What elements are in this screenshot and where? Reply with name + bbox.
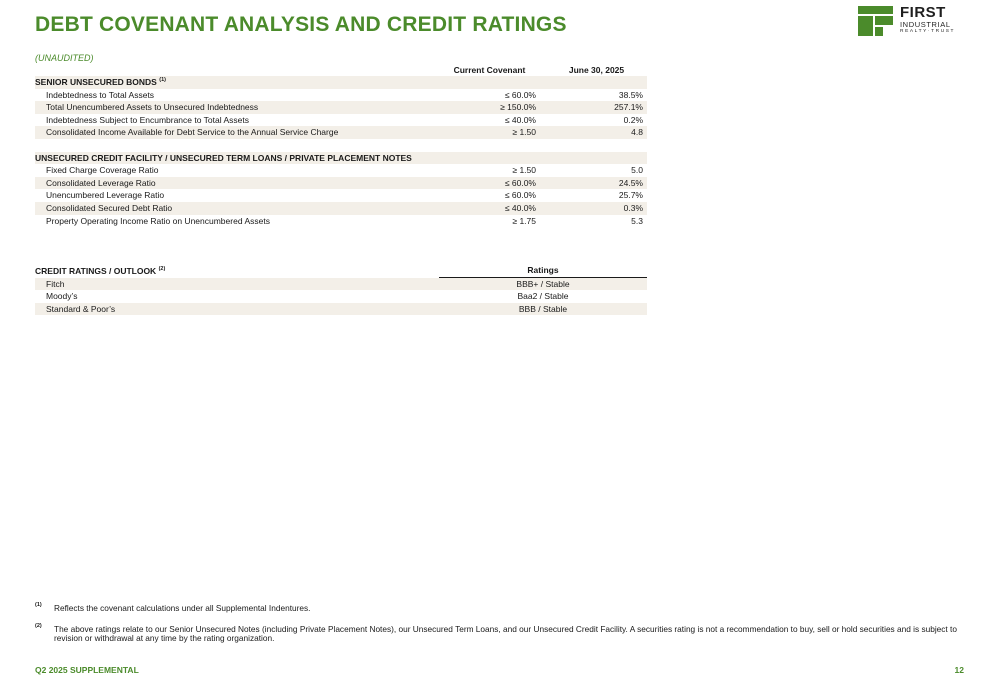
col-current-covenant: Current Covenant bbox=[439, 65, 540, 77]
agency-rating: Baa2 / Stable bbox=[517, 291, 569, 302]
table-row bbox=[35, 114, 647, 127]
table-row bbox=[35, 278, 647, 291]
page-subtitle: (UNAUDITED) bbox=[35, 53, 94, 63]
agency-rating: BBB / Stable bbox=[518, 303, 568, 314]
row-value: 4.8 bbox=[631, 127, 643, 138]
table-row bbox=[35, 202, 647, 215]
row-covenant: ≥ 1.50 bbox=[512, 165, 536, 176]
logo-word-realty-trust: REALTY·TRUST bbox=[900, 29, 956, 34]
row-value: 257.1% bbox=[614, 102, 643, 113]
row-label: Property Operating Income Ratio on Unencumbered Assets bbox=[46, 215, 270, 226]
logo-word-first: FIRST bbox=[900, 4, 946, 21]
row-label: Indebtedness Subject to Encumbrance to Total Assets bbox=[46, 114, 250, 125]
row-value: 38.5% bbox=[618, 89, 643, 100]
row-value: 5.0 bbox=[631, 165, 643, 176]
section-unsecured-credit-facility bbox=[35, 152, 647, 165]
section-senior-unsecured-bonds bbox=[35, 76, 647, 89]
agency-rating: BBB+ / Stable bbox=[516, 278, 570, 289]
row-value: 0.2% bbox=[623, 114, 643, 125]
table-row bbox=[35, 164, 647, 177]
table-row bbox=[35, 189, 647, 202]
row-label: Consolidated Leverage Ratio bbox=[46, 177, 156, 188]
ratings-section-label: CREDIT RATINGS / OUTLOOK bbox=[35, 266, 157, 276]
footnote-marker: (2) bbox=[35, 622, 42, 629]
table-row bbox=[35, 177, 647, 190]
row-covenant: ≥ 1.75 bbox=[512, 215, 536, 226]
table-row bbox=[35, 303, 647, 316]
covenant-table bbox=[35, 65, 647, 227]
row-covenant: ≤ 60.0% bbox=[504, 177, 536, 188]
table-row bbox=[35, 215, 647, 228]
logo-mark-icon bbox=[858, 6, 893, 36]
agency-name: Fitch bbox=[46, 278, 65, 289]
row-covenant: ≥ 150.0% bbox=[500, 102, 536, 113]
section-label: UNSECURED CREDIT FACILITY / UNSECURED TERM LOANS / PRIVATE PLACEMENT NOTES bbox=[35, 152, 412, 163]
row-covenant: ≤ 60.0% bbox=[504, 89, 536, 100]
row-covenant: ≥ 1.50 bbox=[512, 127, 536, 138]
footnote-marker: (1) bbox=[35, 602, 42, 608]
row-covenant: ≤ 40.0% bbox=[504, 202, 536, 213]
row-label: Unencumbered Leverage Ratio bbox=[46, 190, 165, 201]
logo-word-industrial: INDUSTRIAL bbox=[900, 20, 951, 29]
footnote-2 bbox=[35, 622, 970, 644]
section-label: SENIOR UNSECURED BONDS bbox=[35, 77, 157, 87]
row-covenant: ≤ 40.0% bbox=[504, 114, 536, 125]
table-row bbox=[35, 89, 647, 102]
row-value: 5.3 bbox=[631, 215, 643, 226]
row-label: Consolidated Secured Debt Ratio bbox=[46, 202, 173, 213]
credit-ratings-table bbox=[35, 265, 647, 315]
spacer-row bbox=[35, 139, 647, 152]
row-label: Consolidated Income Available for Debt Service to the Annual Service Charge bbox=[46, 127, 339, 138]
row-label: Fixed Charge Coverage Ratio bbox=[46, 165, 159, 176]
row-value: 0.3% bbox=[623, 202, 643, 213]
row-value: 25.7% bbox=[618, 190, 643, 201]
row-covenant: ≤ 60.0% bbox=[504, 190, 536, 201]
footnote-ref: (1) bbox=[159, 77, 166, 83]
covenant-table-header bbox=[35, 65, 647, 76]
table-row bbox=[35, 290, 647, 303]
footnote-text: The above ratings relate to our Senior Unsecured Notes (including Private Placement Notes), our Unsecured Term Loans, and our Unsecured Credit Facility. A securities rating is not a recommendation to buy, sell or hold securities and is subject to revision or withdrawal at any time by the rating organization. bbox=[54, 623, 957, 643]
agency-name: Moody’s bbox=[46, 291, 78, 302]
table-row bbox=[35, 101, 647, 114]
footnote-1 bbox=[35, 604, 970, 614]
company-logo bbox=[858, 5, 968, 37]
row-value: 24.5% bbox=[618, 177, 643, 188]
page-number: 12 bbox=[954, 665, 964, 675]
row-label: Total Unencumbered Assets to Unsecured Indebtedness bbox=[46, 102, 259, 113]
page-title: DEBT COVENANT ANALYSIS AND CREDIT RATINGS bbox=[35, 13, 567, 36]
col-june-30-2025: June 30, 2025 bbox=[546, 65, 647, 77]
row-label: Indebtedness to Total Assets bbox=[46, 89, 155, 100]
ratings-table-header bbox=[35, 265, 647, 278]
footnote-text: Reflects the covenant calculations under all Supplemental Indentures. bbox=[54, 603, 311, 613]
ratings-section-label-wrap bbox=[35, 266, 165, 276]
footnote-ref: (2) bbox=[158, 266, 166, 272]
agency-name: Standard & Poor’s bbox=[46, 303, 116, 314]
footnotes bbox=[35, 604, 970, 652]
table-row bbox=[35, 126, 647, 139]
footer-label: Q2 2025 SUPPLEMENTAL bbox=[35, 665, 139, 675]
col-ratings: Ratings bbox=[439, 265, 647, 278]
